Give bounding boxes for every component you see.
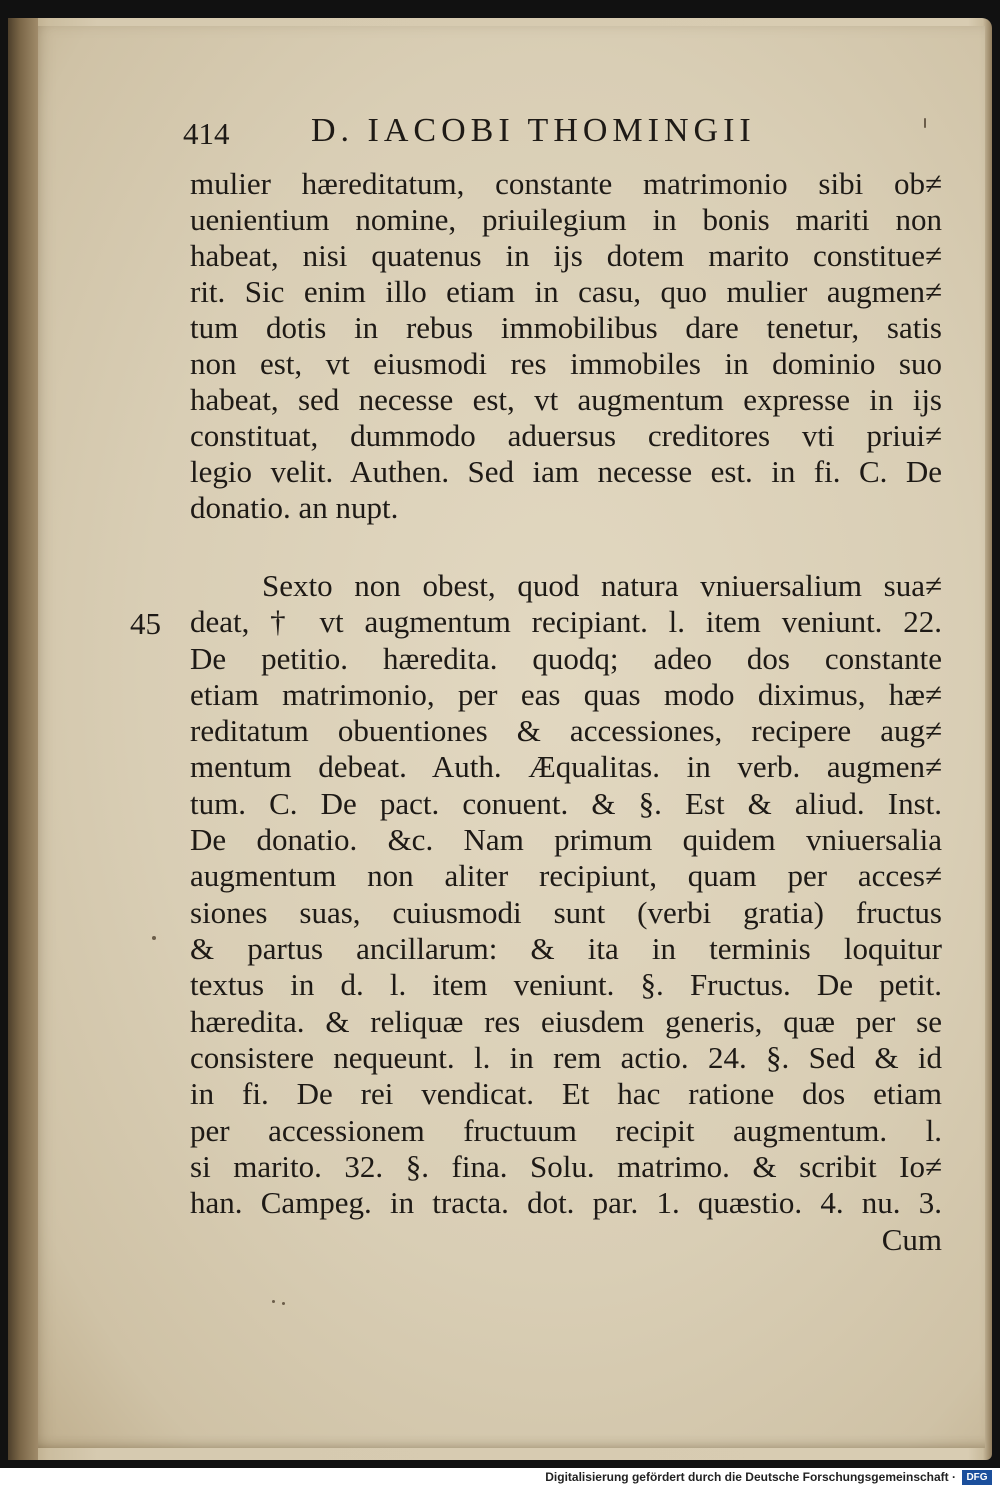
text-line: siones suas, cuiusmodi sunt (verbi gratia) fructus (190, 895, 942, 930)
text-line: Sexto non obest, quod natura vniuersalium sua≠ (262, 568, 942, 603)
ink-speck (272, 1300, 275, 1303)
text-line: De donatio. &c. Nam primum quidem vniuersalia (190, 822, 942, 857)
running-title: D. IACOBI THOMINGII (311, 112, 756, 149)
dfg-logo: DFG (962, 1470, 992, 1485)
text-line: tum. C. De pact. conuent. & §. Est & aliud. Inst. (190, 786, 942, 821)
text-line: donatio. an nupt. (190, 490, 399, 525)
text-line: legio velit. Authen. Sed iam necesse est. in fi. C. De (190, 454, 942, 489)
text-line: augmentum non aliter recipiunt, quam per acces≠ (190, 858, 942, 893)
margin-note: 45 (130, 606, 161, 641)
text-line: tum dotis in rebus immobilibus dare tenetur, satis (190, 310, 942, 345)
text-line: mentum debeat. Auth. Æqualitas. in verb. augmen≠ (190, 749, 942, 784)
text-line: non est, vt eiusmodi res immobiles in dominio suo (190, 346, 942, 381)
text-line: hæredita. & reliquæ res eiusdem generis, quæ per se (190, 1004, 942, 1039)
text-line: reditatum obuentiones & accessiones, recipere aug≠ (190, 713, 942, 748)
text-line: etiam matrimonio, per eas quas modo diximus, hæ≠ (190, 677, 942, 712)
catchword: Cum (881, 1222, 942, 1257)
text-line: si marito. 32. §. fina. Solu. matrimo. & scribit Io≠ (190, 1149, 942, 1184)
ink-speck (924, 118, 926, 128)
text-line: consistere nequeunt. l. in rem actio. 24. §. Sed & id (190, 1040, 942, 1075)
text-line: textus in d. l. item veniunt. §. Fructus. De petit. (190, 967, 942, 1002)
funding-credit: Digitalisierung gefördert durch die Deutsche Forschungsgemeinschaft · (545, 1470, 956, 1484)
text-line: habeat, sed necesse est, vt augmentum expresse in ijs (190, 382, 942, 417)
ink-speck (152, 936, 156, 940)
text-line: De petitio. hæredita. quodq; adeo dos constante (190, 641, 942, 676)
text-line: uenientium nomine, priuilegium in bonis mariti non (190, 202, 942, 237)
text-line: han. Campeg. in tracta. dot. par. 1. quæstio. 4. nu. 3. (190, 1185, 942, 1220)
digitization-footer (0, 1468, 1000, 1489)
text-line: & partus ancillarum: & ita in terminis loquitur (190, 931, 942, 966)
text-line: per accessionem fructuum recipit augmentum. l. (190, 1113, 942, 1148)
text-line: rit. Sic enim illo etiam in casu, quo mulier augmen≠ (190, 274, 942, 309)
running-header (183, 112, 943, 152)
ink-speck (282, 1302, 285, 1305)
text-line: constituat, dummodo aduersus creditores vti priui≠ (190, 418, 942, 453)
text-line: deat, † vt augmentum recipiant. l. item veniunt. 22. (190, 604, 942, 639)
text-line: in fi. De rei vendicat. Et hac ratione dos etiam (190, 1076, 942, 1111)
page-number: 414 (183, 116, 230, 151)
text-line: habeat, nisi quatenus in ijs dotem marito constitue≠ (190, 238, 942, 273)
text-line: mulier hæreditatum, constante matrimonio sibi ob≠ (190, 166, 942, 201)
